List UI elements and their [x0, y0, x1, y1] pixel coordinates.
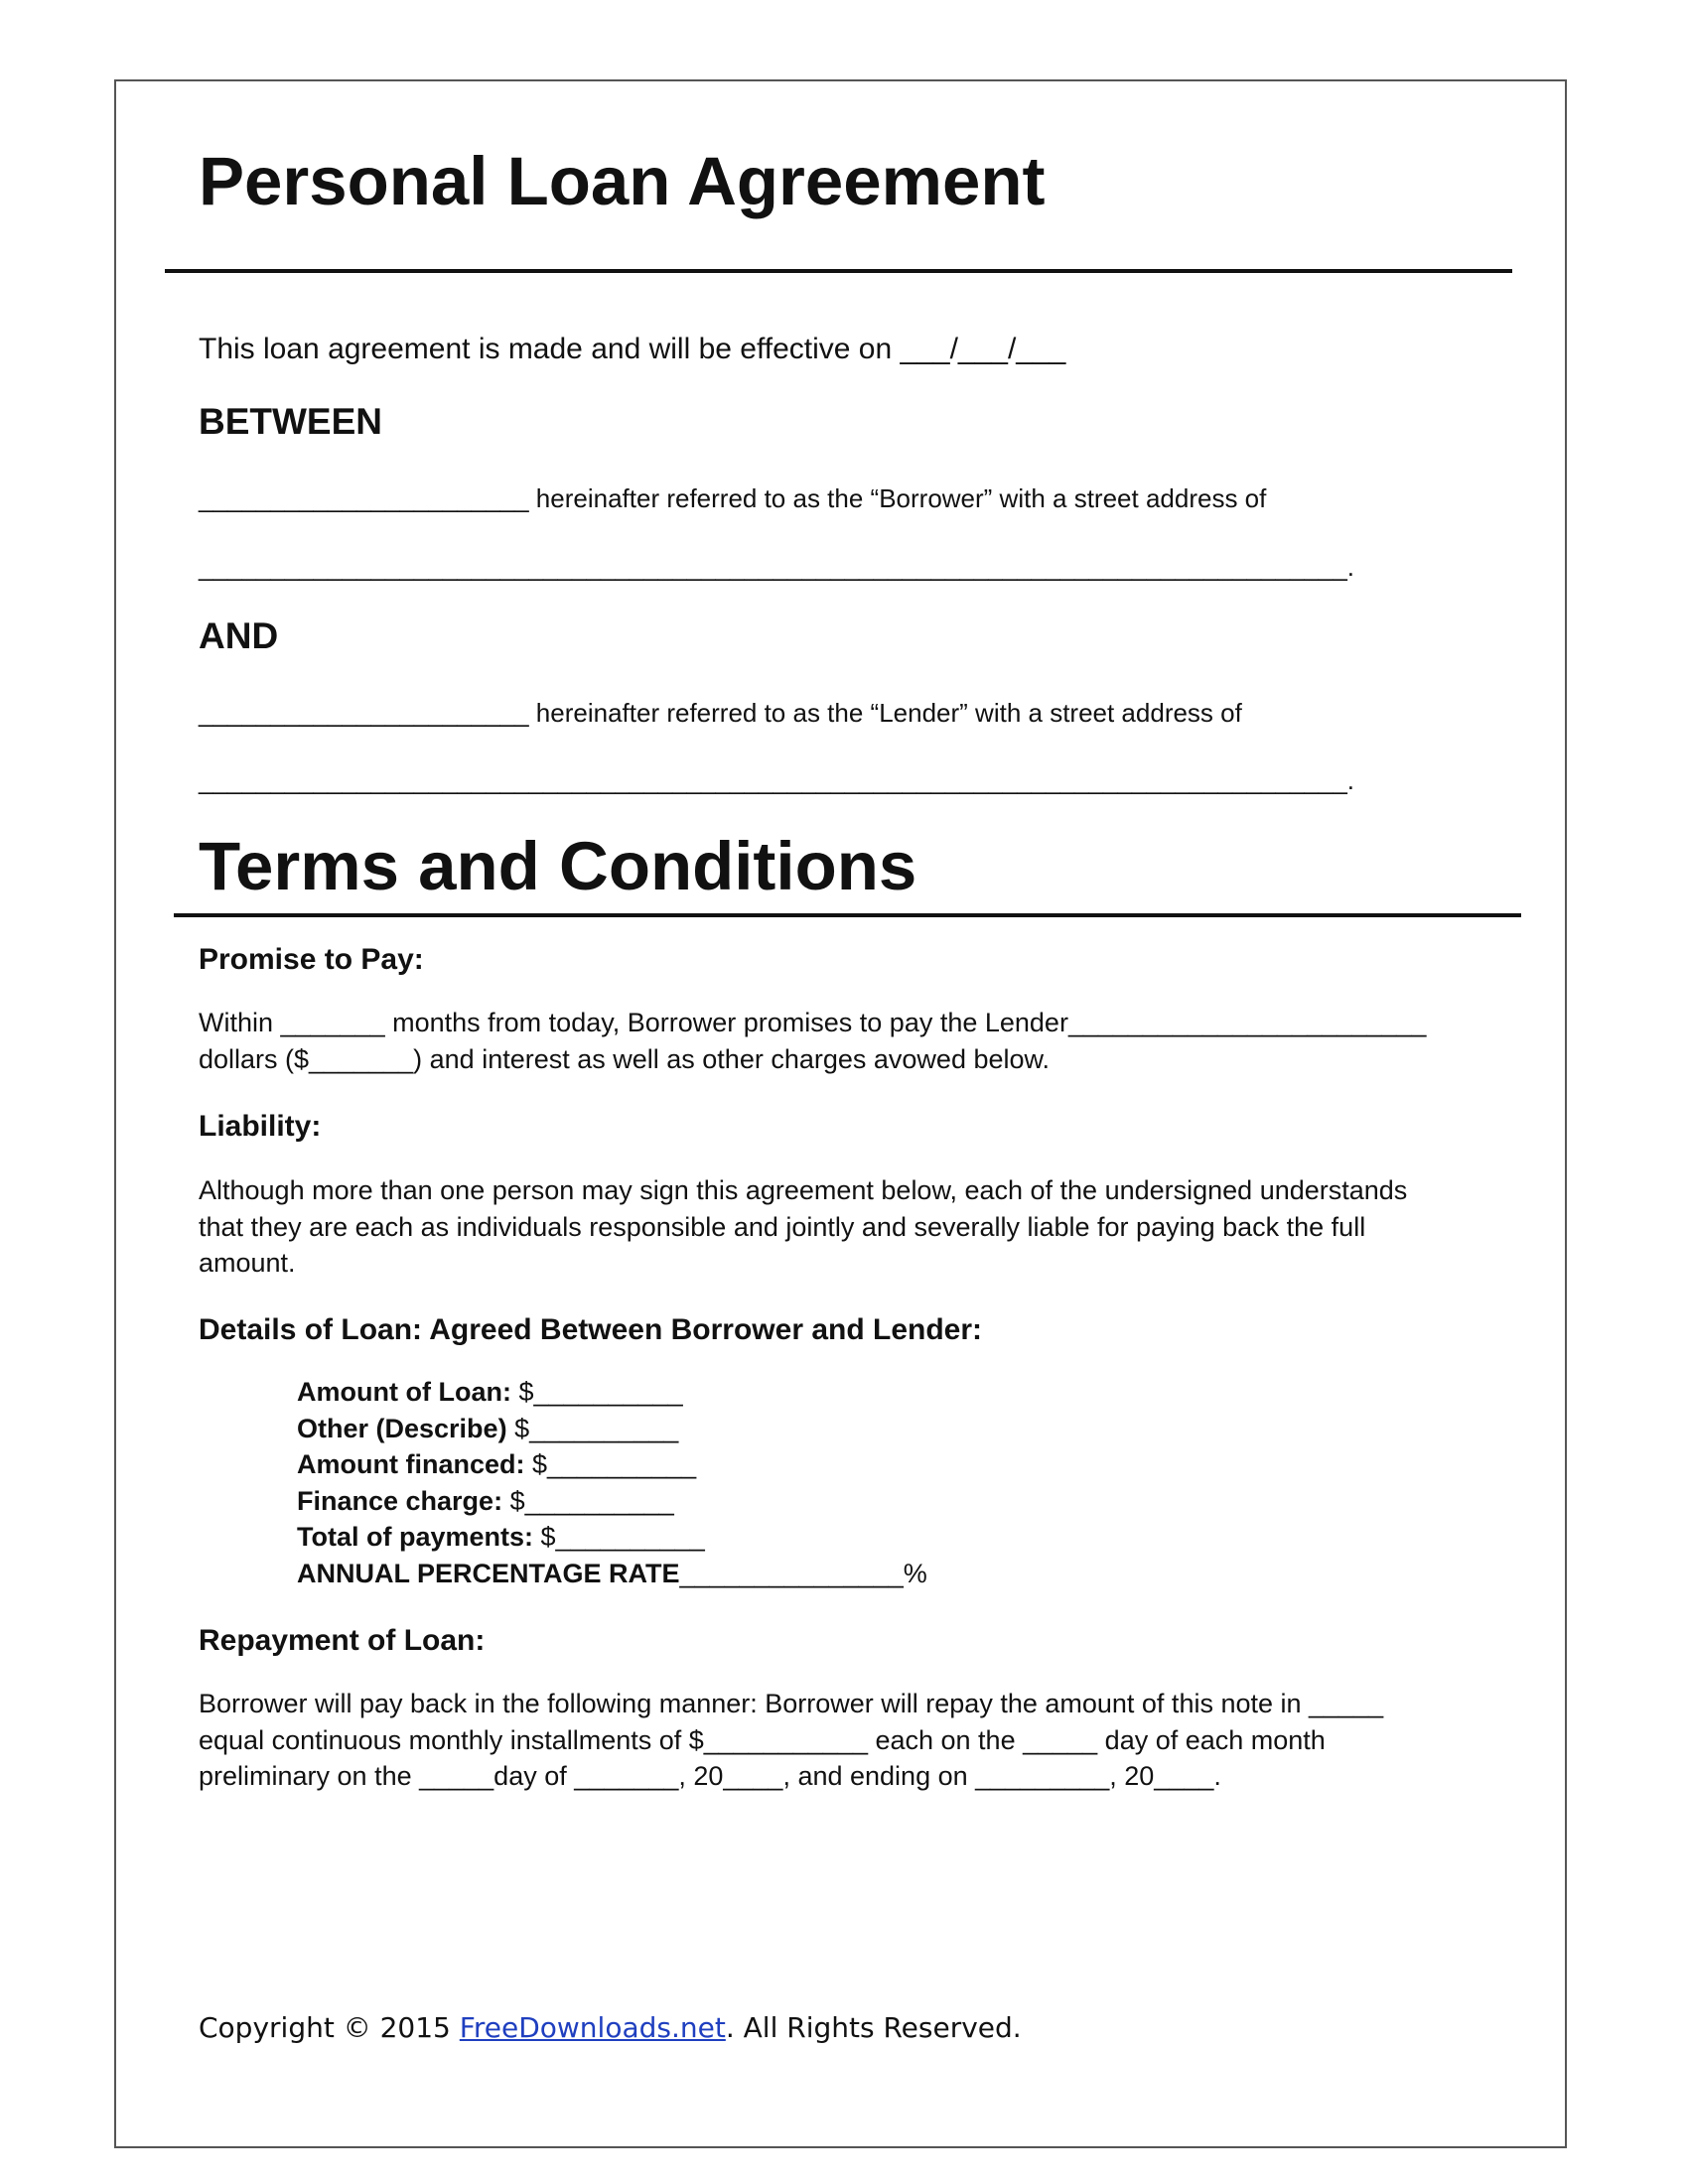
borrower-line: _______________________ hereinafter referred to as the “Borrower” with a street address of	[199, 483, 1267, 513]
terms-heading: Terms and Conditions	[199, 828, 917, 904]
detail-value: $__________	[533, 1522, 705, 1552]
lender-address-line: ________________________________________________________________________________.	[199, 765, 1355, 795]
promise-heading: Promise to Pay:	[199, 943, 424, 976]
liability-line-2: that they are each as individuals responsible and jointly and severally liable for paying back the full	[199, 1211, 1366, 1242]
detail-value: $__________	[524, 1449, 697, 1479]
details-heading: Details of Loan: Agreed Between Borrower and Lender:	[199, 1313, 983, 1346]
copyright-footer	[199, 2011, 1022, 2044]
detail-value: $__________	[510, 1377, 683, 1407]
detail-value: $__________	[502, 1485, 674, 1516]
repayment-line-3: preliminary on the _____day of _______, 20____, and ending on _________, 20____.	[199, 1761, 1221, 1791]
repayment-line-2: equal continuous monthly installments of $___________ each on the _____ day of each month	[199, 1724, 1326, 1755]
liability-line-3: amount.	[199, 1248, 296, 1278]
document-title: Personal Loan Agreement	[199, 143, 1046, 219]
detail-label: Total of payments:	[297, 1522, 534, 1552]
terms-rule	[174, 913, 1521, 917]
detail-item	[297, 1374, 927, 1411]
liability-paragraph	[199, 1172, 1407, 1282]
detail-item	[297, 1519, 927, 1556]
detail-label: Amount of Loan:	[297, 1377, 511, 1407]
loan-details-list	[297, 1374, 927, 1591]
copyright-suffix: . All Rights Reserved.	[725, 2011, 1022, 2044]
detail-item	[297, 1446, 927, 1483]
page-frame	[114, 79, 1567, 2148]
detail-label: Other (Describe)	[297, 1413, 507, 1443]
detail-item	[297, 1556, 927, 1592]
effective-date-line: This loan agreement is made and will be effective on ___/___/___	[199, 333, 1066, 365]
promise-line-2: dollars ($_______) and interest as well as other charges avowed below.	[199, 1043, 1051, 1074]
title-rule	[165, 269, 1512, 273]
detail-label: Amount financed:	[297, 1449, 525, 1479]
promise-paragraph	[199, 1005, 1426, 1077]
detail-value: _______________%	[679, 1558, 927, 1588]
liability-line-1: Although more than one person may sign this agreement below, each of the undersigned understands	[199, 1175, 1408, 1205]
repayment-line-1: Borrower will pay back in the following manner: Borrower will repay the amount of this note in _____	[199, 1689, 1384, 1718]
detail-value: $__________	[506, 1413, 679, 1443]
repayment-heading: Repayment of Loan:	[199, 1624, 486, 1657]
detail-item	[297, 1483, 927, 1520]
detail-item	[297, 1411, 927, 1447]
lender-line: _______________________ hereinafter referred to as the “Lender” with a street address of	[199, 698, 1242, 728]
repayment-paragraph	[199, 1686, 1383, 1795]
detail-label: Finance charge:	[297, 1485, 503, 1516]
copyright-prefix: Copyright © 2015	[199, 2011, 460, 2044]
liability-heading: Liability:	[199, 1110, 322, 1143]
freedownloads-link[interactable]: FreeDownloads.net	[459, 2011, 726, 2044]
detail-label: ANNUAL PERCENTAGE RATE	[297, 1558, 680, 1588]
and-heading: AND	[199, 615, 279, 656]
between-heading: BETWEEN	[199, 401, 382, 442]
promise-line-1: Within _______ months from today, Borrower promises to pay the Lender________________________	[199, 1008, 1427, 1037]
borrower-address-line: ________________________________________________________________________________.	[199, 552, 1355, 582]
